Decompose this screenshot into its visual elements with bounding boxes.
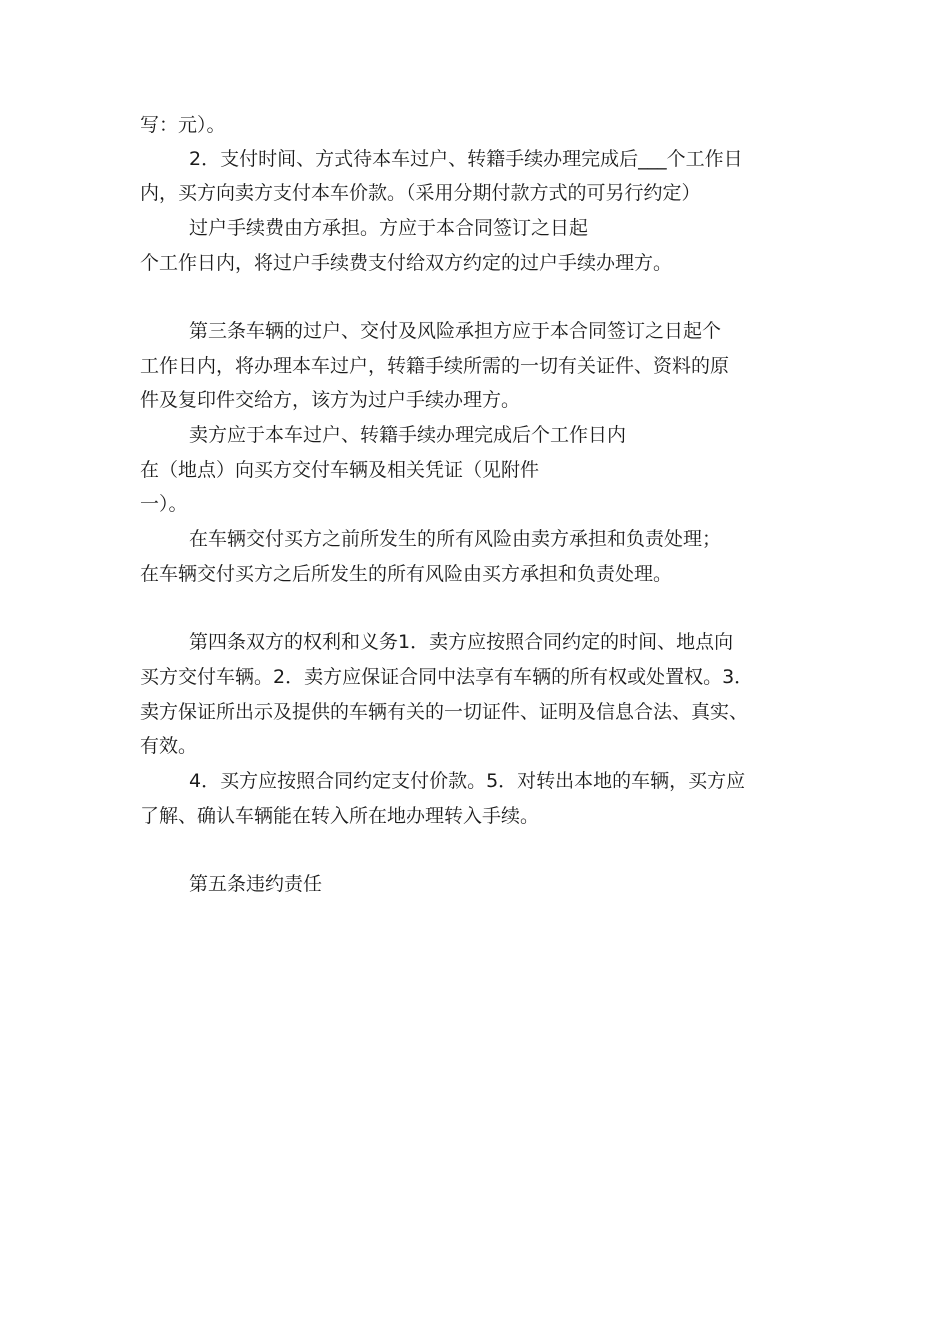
- text-line: 件及复印件交给方，该方为过户手续办理方。: [140, 389, 521, 411]
- section-heading: 第三条车辆的过户、交付及风险承担方应于本合同签订之日起个: [189, 320, 722, 342]
- text-line: 个工作日内，将过户手续费支付给双方约定的过户手续办理方。: [140, 252, 673, 274]
- text-line: 2．支付时间、方式待本车过户、转籍手续办理完成后___个工作日: [189, 148, 743, 170]
- text-line: 了解、确认车辆能在转入所在地办理转入手续。: [140, 805, 540, 827]
- text-line: 内，买方向卖方支付本车价款。（采用分期付款方式的可另行约定）: [140, 182, 701, 204]
- section-heading: 第五条违约责任: [189, 873, 323, 895]
- text-line: 工作日内，将办理本车过户，转籍手续所需的一切有关证件、资料的原: [140, 355, 730, 377]
- text-line: 在车辆交付买方之前所发生的所有风险由卖方承担和负责处理；: [189, 528, 722, 550]
- text-line: 有效。: [140, 735, 198, 757]
- section-heading: 第四条双方的权利和义务1．卖方应按照合同约定的时间、地点向: [189, 631, 734, 653]
- text-line: 卖方保证所出示及提供的车辆有关的一切证件、证明及信息合法、真实、: [140, 701, 749, 723]
- text-line: 过户手续费由方承担。方应于本合同签订之日起: [189, 217, 589, 239]
- text-line: 买方交付车辆。2．卖方应保证合同中法享有车辆的所有权或处置权。3．: [140, 666, 754, 688]
- text-line: 写：元）。: [140, 114, 226, 136]
- text-line: 卖方应于本车过户、转籍手续办理完成后个工作日内: [189, 424, 627, 446]
- text-line: 一）。: [140, 493, 188, 515]
- text-line: 在（地点）向买方交付车辆及相关凭证（见附件: [140, 459, 540, 481]
- text-line: 4．买方应按照合同约定支付价款。5．对转出本地的车辆，买方应: [189, 770, 746, 792]
- text-line: 在车辆交付买方之后所发生的所有风险由买方承担和负责处理。: [140, 563, 673, 585]
